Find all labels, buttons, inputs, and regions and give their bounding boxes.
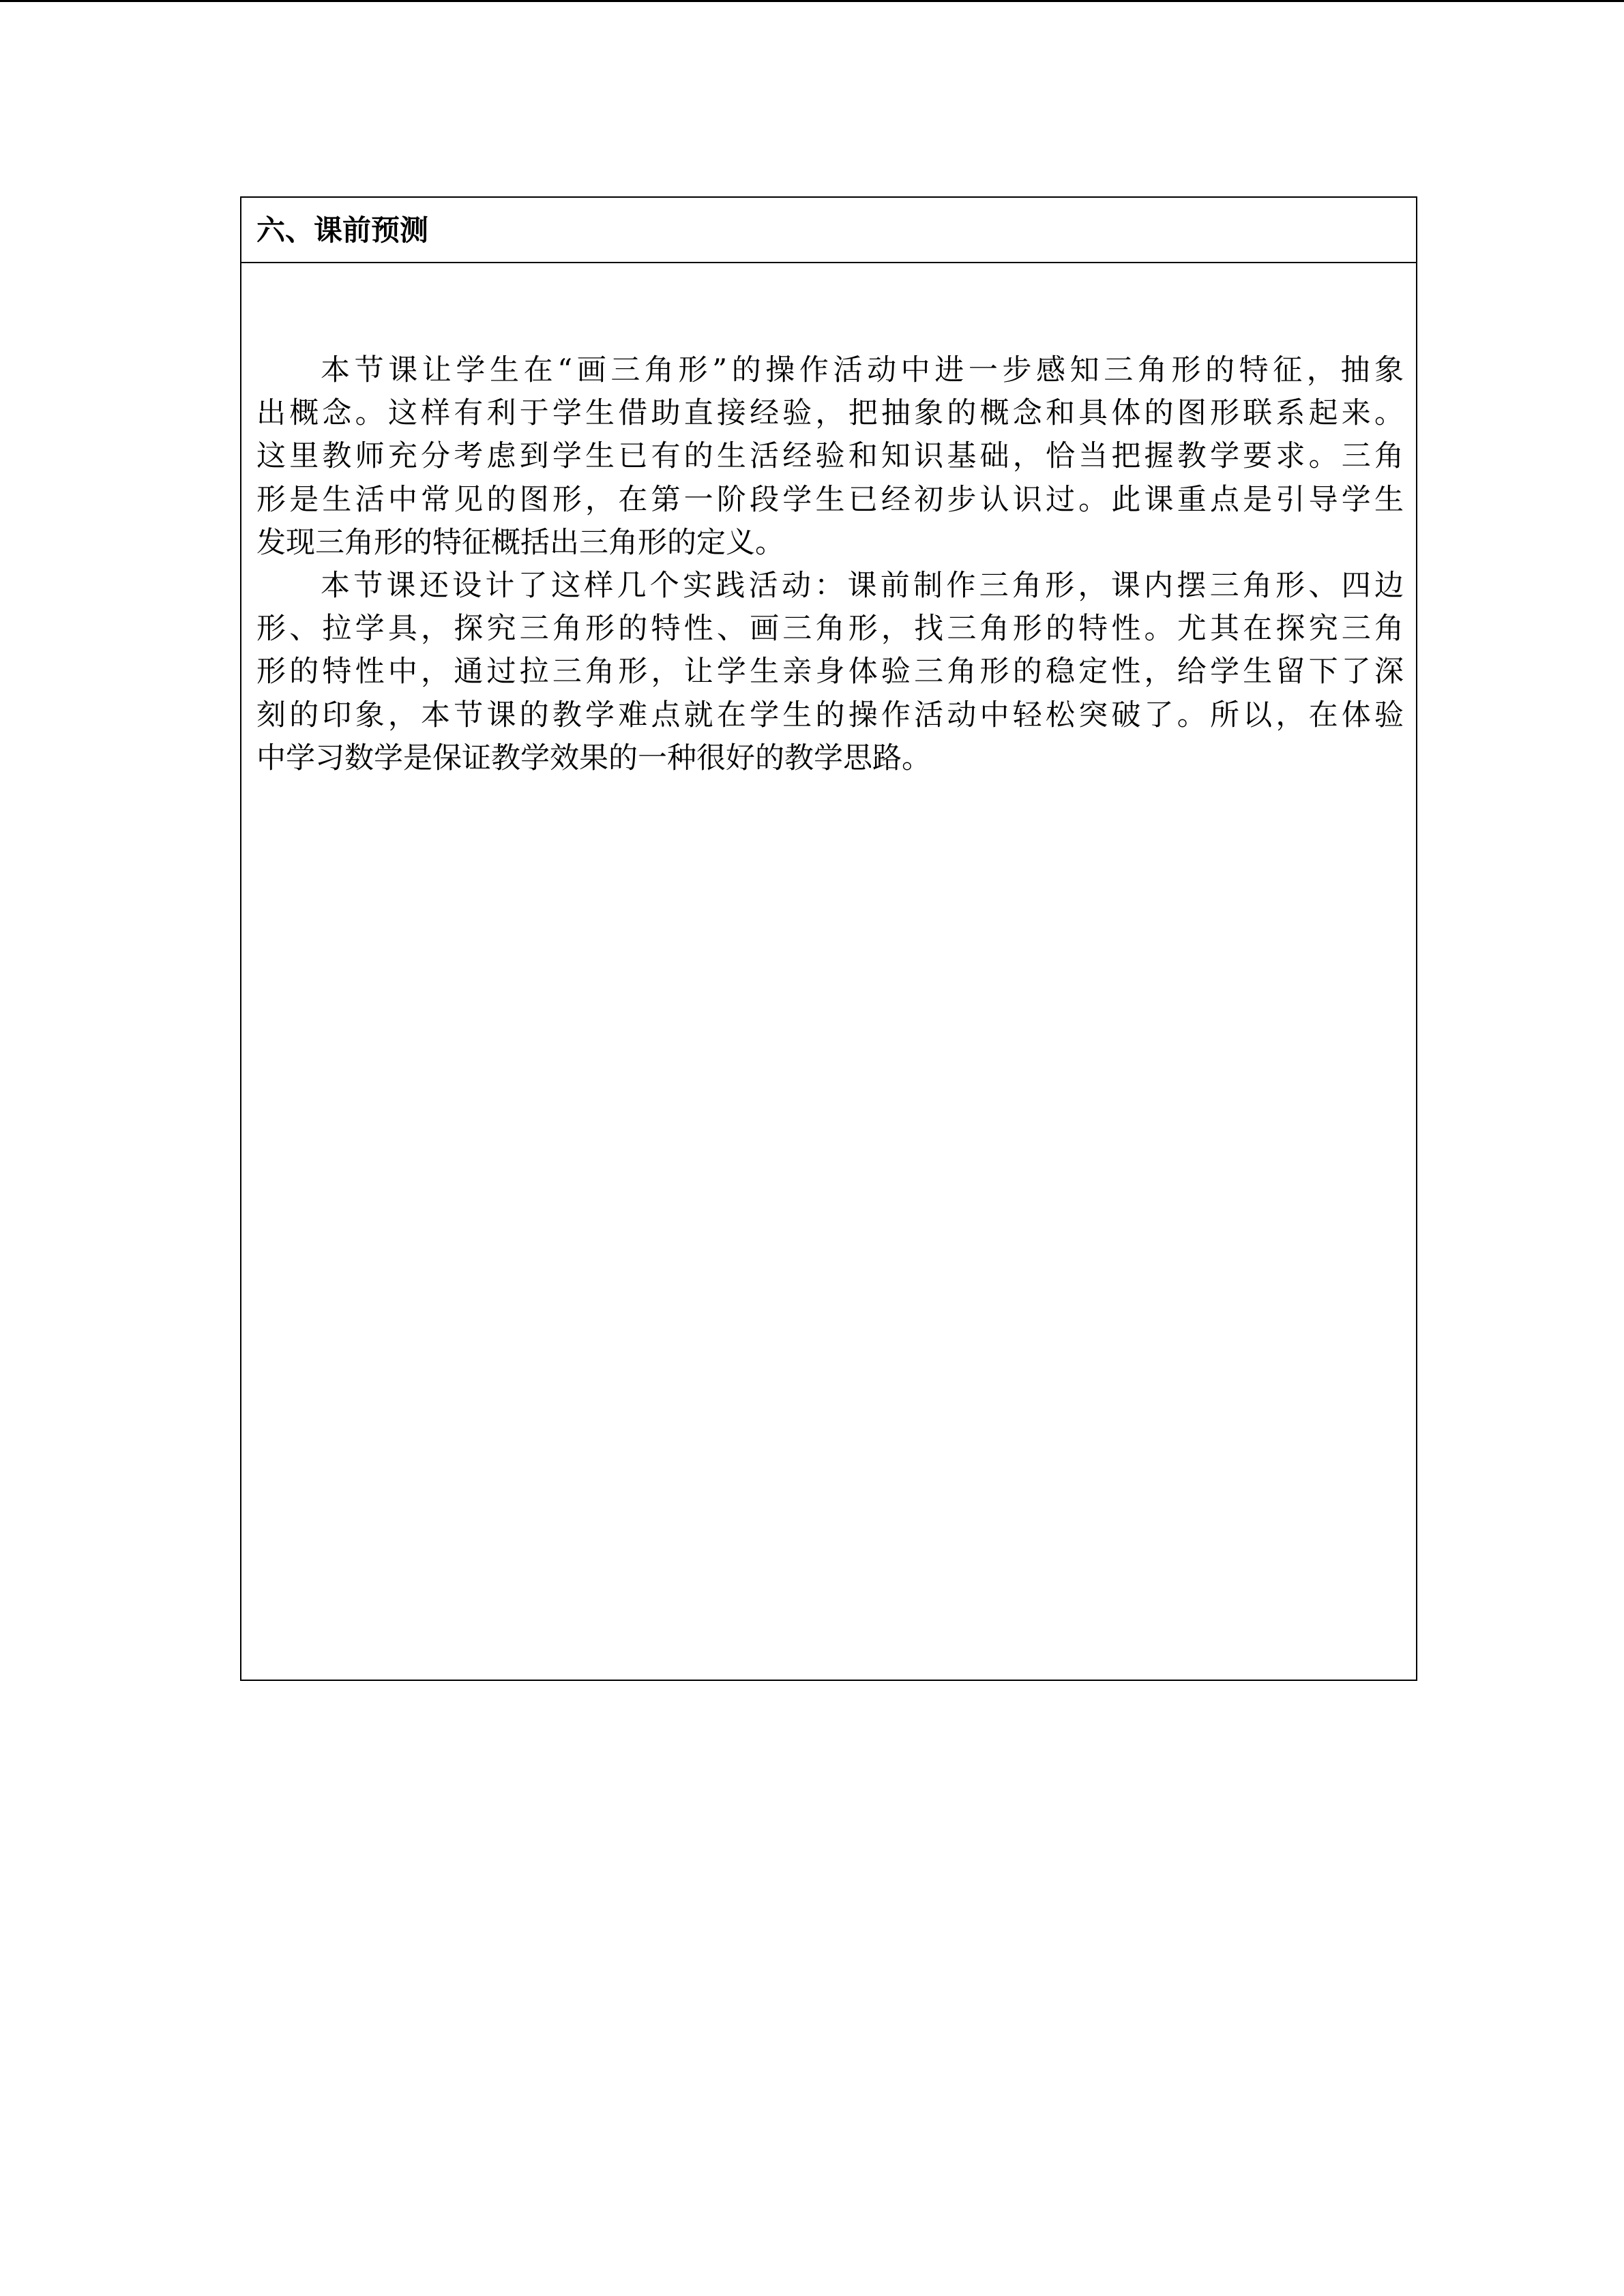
paragraph-line: 中学习数学是保证教学效果的一种很好的教学思路。 <box>256 741 931 775</box>
paragraph-line: 刻的印象，本节课的教学难点就在学生的操作活动中轻松突破了。所以，在体验 <box>256 698 1404 732</box>
page-top-border <box>0 0 1624 2</box>
paragraph-line: 形是生活中常见的图形，在第一阶段学生已经初步认识过。此课重点是引导学生 <box>256 482 1404 517</box>
paragraph-line: 发现三角形的特征概括出三角形的定义。 <box>256 525 784 560</box>
section-title: 六、课前预测 <box>256 213 429 247</box>
paragraph-line: 这里教师充分考虑到学生已有的生活经验和知识基础，恰当把握教学要求。三角 <box>256 439 1404 474</box>
table-header-cell <box>241 198 1416 263</box>
paragraph-line: 出概念。这样有利于学生借助直接经验，把抽象的概念和具体的图形联系起来。 <box>256 396 1404 431</box>
paragraph-line: 本节课还设计了这样几个实践活动：课前制作三角形，课内摆三角形、四边 <box>321 568 1404 603</box>
paragraph-line: 本节课让学生在“画三角形”的操作活动中进一步感知三角形的特征，抽象 <box>321 353 1404 387</box>
pre-class-prediction-table <box>240 196 1417 1681</box>
paragraph-line: 形的特性中，通过拉三角形，让学生亲身体验三角形的稳定性，给学生留下了深 <box>256 655 1404 689</box>
paragraph-line: 形、拉学具，探究三角形的特性、画三角形，找三角形的特性。尤其在探究三角 <box>256 612 1404 646</box>
table-body-cell <box>256 349 1404 780</box>
